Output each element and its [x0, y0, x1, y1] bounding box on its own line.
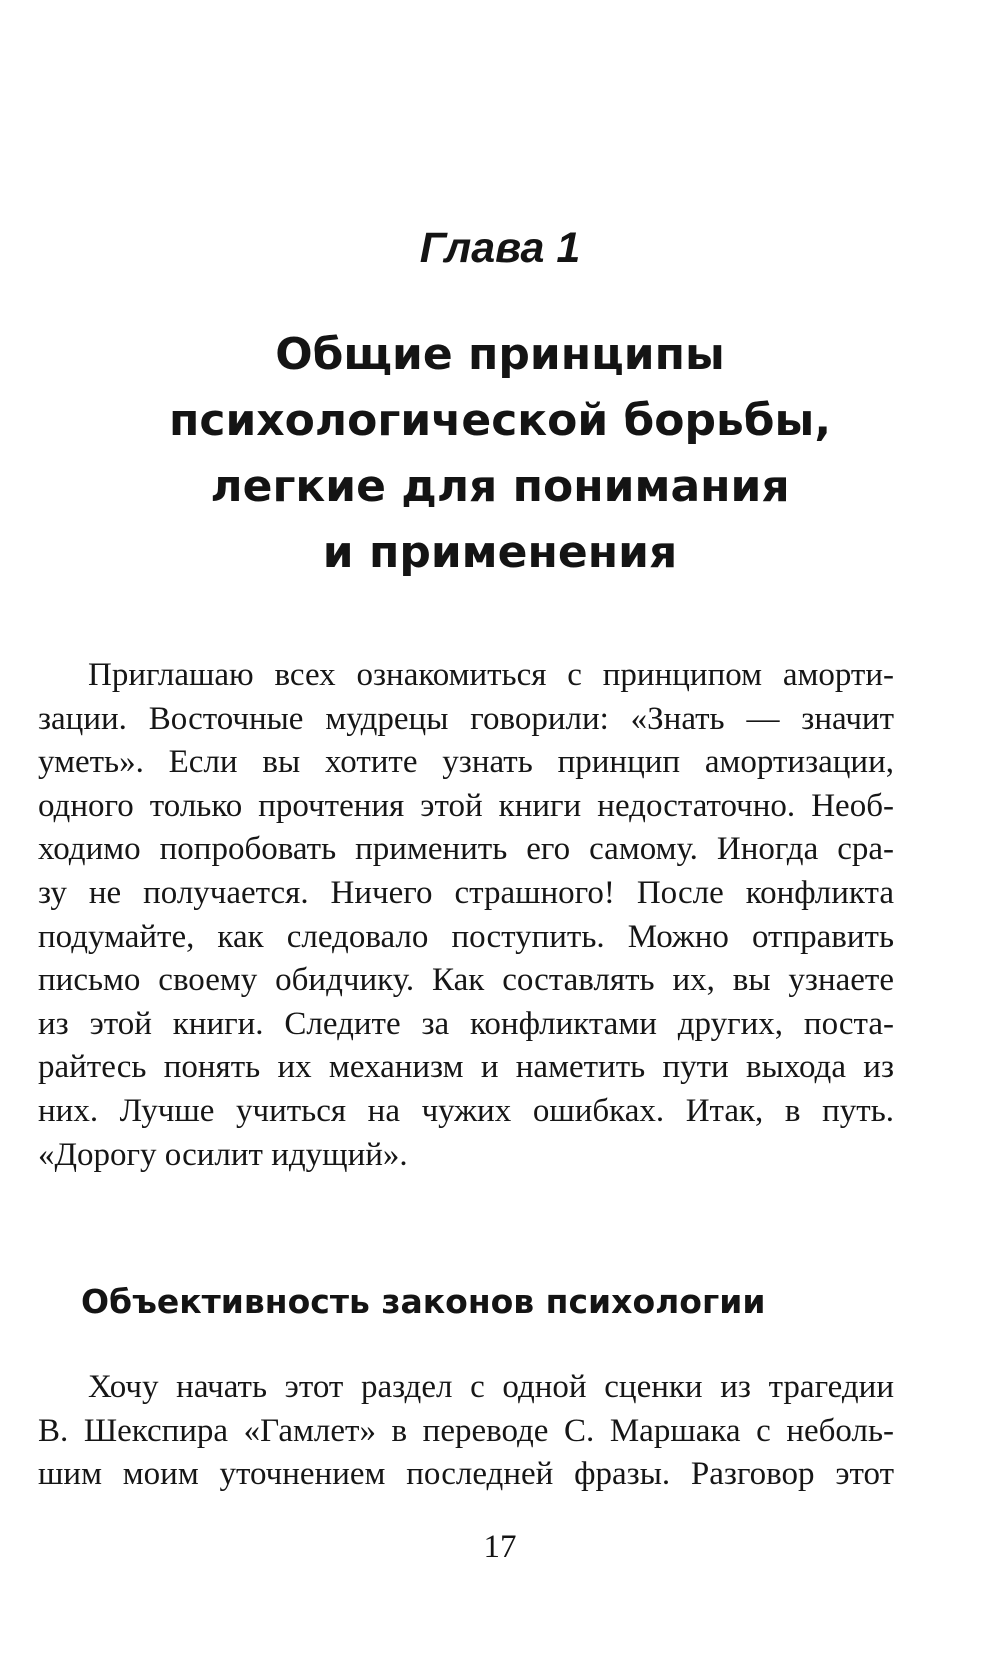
text-line: них. Лучше учиться на чужих ошибках. Итак, в путь. — [38, 1092, 894, 1129]
text-line: шим моим уточнением последней фразы. Разговор этот — [38, 1456, 894, 1493]
text-line: Приглашаю всех ознакомиться с принципом аморти- — [88, 657, 894, 693]
text-line: райтесь понять их механизм и наметить пути выхода из — [38, 1049, 894, 1086]
page-number: 17 — [483, 1529, 517, 1565]
section-paragraph — [38, 1366, 894, 1497]
text-line: уметь». Если вы хотите узнать принцип амортизации, — [38, 744, 894, 781]
text-line: из этой книги. Следите за конфликтами других, поста- — [38, 1005, 894, 1042]
chapter-title-line: психологической борьбы, — [168, 395, 832, 446]
text-line: зу не получается. Ничего страшного! После конфликта — [38, 874, 894, 911]
chapter-title-line: и применения — [322, 527, 678, 578]
chapter-label: Глава 1 — [419, 224, 581, 272]
text-line: «Дорогу осилит идущий». — [38, 1136, 408, 1173]
text-line: подумайте, как следовало поступить. Можно отправить — [38, 918, 894, 955]
text-line: зации. Восточные мудрецы говорили: «Знать — значит — [38, 700, 894, 737]
section-heading: Объективность законов психологии — [81, 1282, 766, 1321]
chapter-title-line: легкие для понимания — [210, 461, 790, 512]
text-line: одного только прочтения этой книги недостаточно. Необ- — [38, 787, 894, 824]
intro-paragraph — [38, 654, 894, 1177]
text-line: ходимо попробовать применить его самому. Иногда сра- — [38, 831, 894, 868]
text-line: письмо своему обидчику. Как составлять их, вы узнаете — [38, 962, 894, 999]
text-line: В. Шекспира «Гамлет» в переводе С. Маршака с неболь- — [38, 1412, 894, 1449]
text-line: Хочу начать этот раздел с одной сценки из трагедии — [88, 1369, 894, 1405]
chapter-title — [60, 322, 940, 586]
chapter-title-line: Общие принципы — [275, 329, 725, 380]
